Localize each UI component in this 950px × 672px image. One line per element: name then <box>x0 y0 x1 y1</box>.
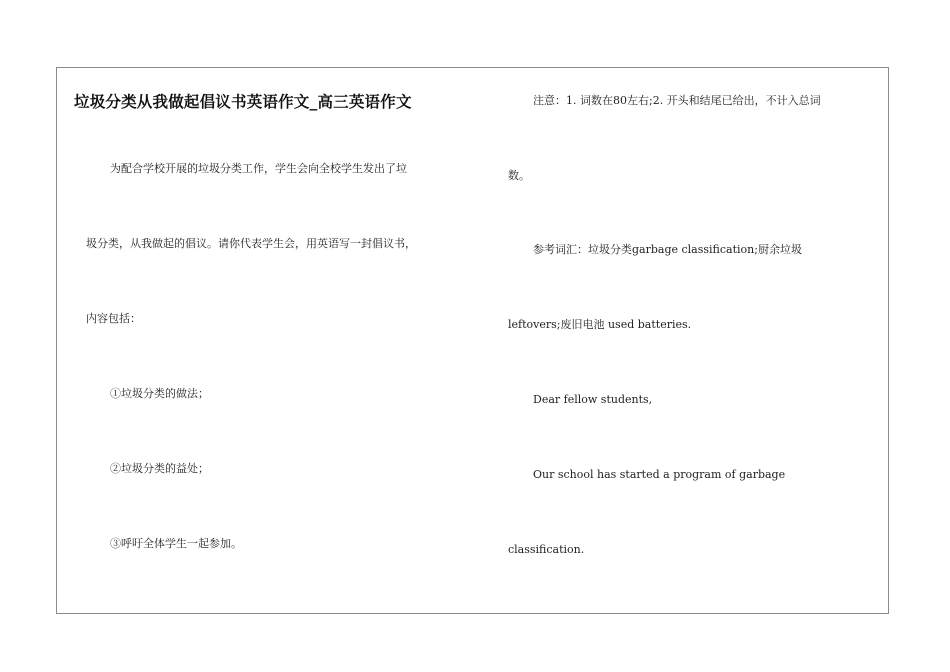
right-line-3: 参考词汇：垃圾分类garbage classification;厨余垃圾 <box>533 243 802 256</box>
left-line-6: ③呼吁全体学生一起参加。 <box>110 537 242 550</box>
right-line-5: Dear fellow students, <box>533 393 653 406</box>
page-frame <box>56 67 889 614</box>
right-line-2: 数。 <box>508 169 530 182</box>
left-line-5: ②垃圾分类的益处； <box>110 462 209 475</box>
right-line-6: Our school has started a program of garbage <box>533 468 786 481</box>
right-line-4: leftovers;废旧电池 used batteries. <box>508 318 692 331</box>
document-title: 垃圾分类从我做起倡议书英语作文_高三英语作文 <box>74 93 412 111</box>
left-line-3: 内容包括： <box>86 312 141 325</box>
right-line-1: 注意：1. 词数在80左右;2. 开头和结尾已给出，不计入总词 <box>533 94 821 107</box>
left-line-4: ①垃圾分类的做法； <box>110 387 209 400</box>
left-line-2: 圾分类，从我做起的倡议。请你代表学生会，用英语写一封倡议书， <box>86 237 416 250</box>
left-line-1: 为配合学校开展的垃圾分类工作，学生会向全校学生发出了垃 <box>110 162 407 175</box>
right-line-7: classification. <box>508 543 585 556</box>
